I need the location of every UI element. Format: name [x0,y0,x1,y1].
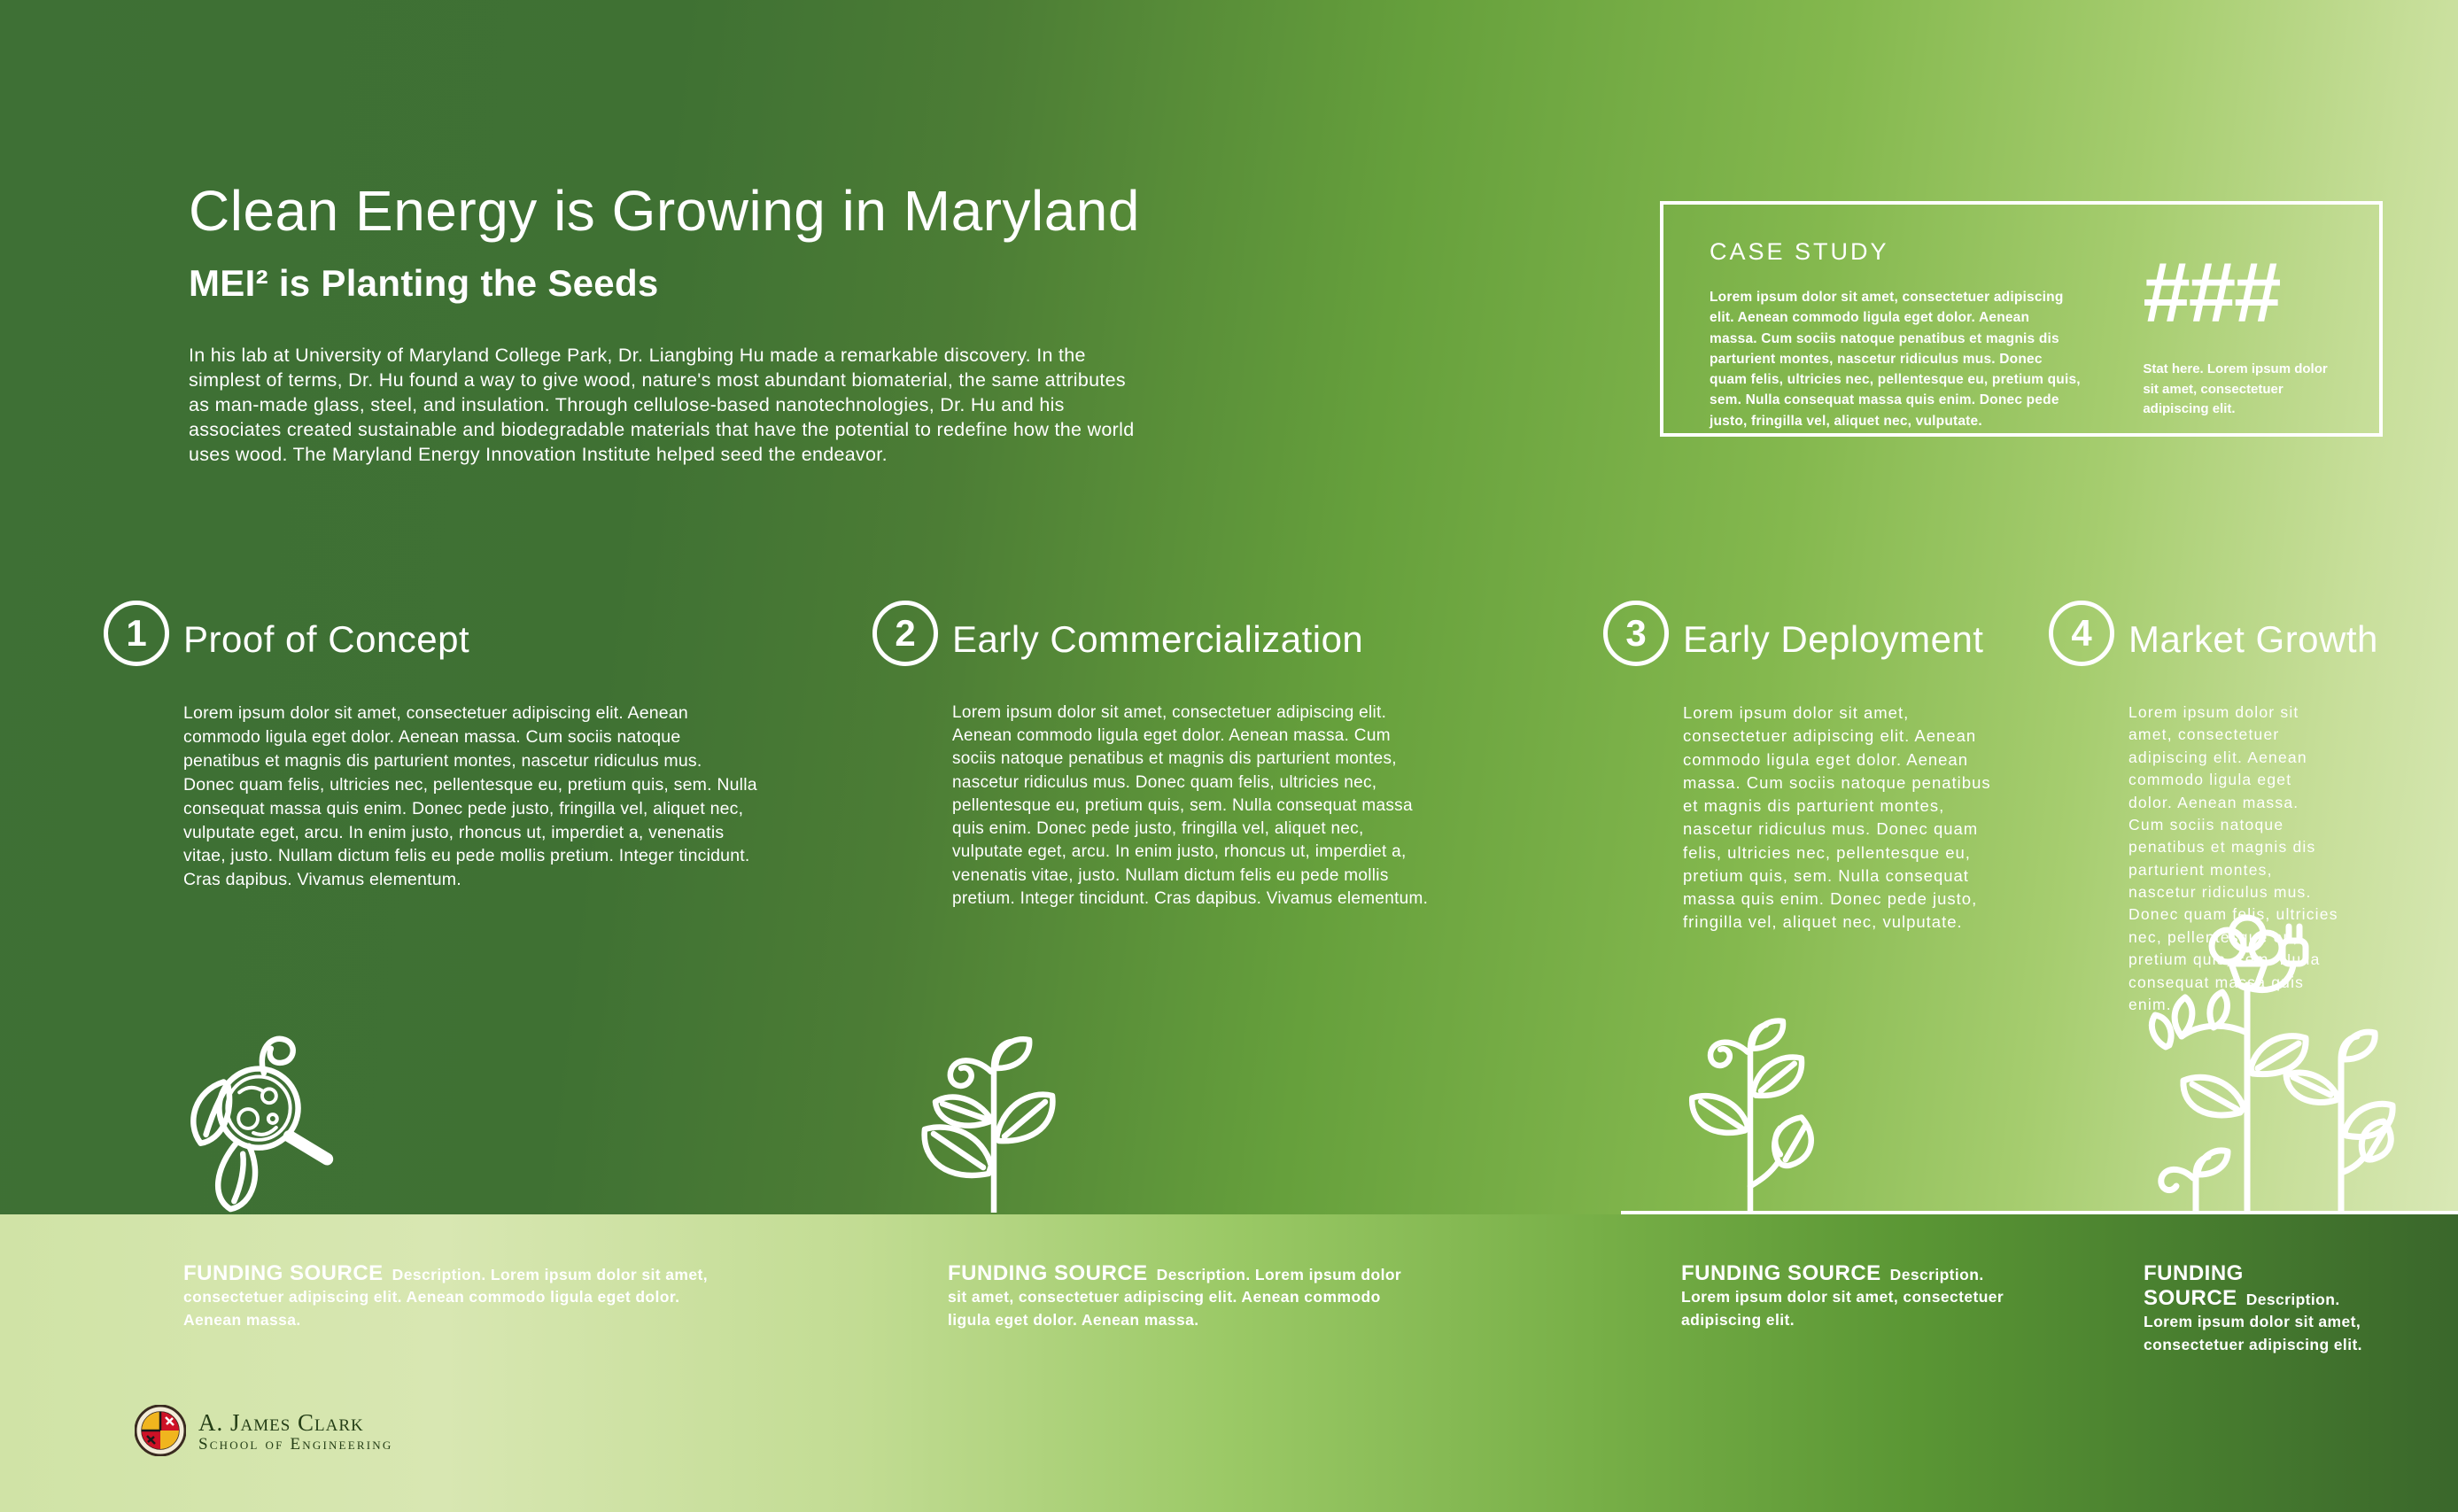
funding-label: FUNDING SOURCE [948,1261,1148,1285]
university-seal-icon [135,1405,186,1461]
ground-line [1621,1211,2458,1214]
funding-label: FUNDING SOURCE [2144,1261,2244,1310]
phase-body: Lorem ipsum dolor sit amet, consectetuer adipiscing elit. Aenean commodo ligula eget dolor. Aenean massa. Cum sociis natoque penatibus et magnis dis parturient montes, nascetur ridiculus mus. Donec quam felis, ultricies nec, pellentesque eu, pretium quis, sem. Nulla consequat massa quis enim. Donec pede justo, fringilla vel, aliquet nec, vulputate. [1683,703,1991,932]
phase-number-badge: 1 [104,601,169,666]
funding-strip [0,1214,2458,1512]
phase-body: Lorem ipsum dolor sit amet, consectetuer adipiscing elit. Aenean commodo ligula eget dolor. Aenean massa. Cum sociis natoque penatibus et magnis dis parturient montes, nascetur ridiculus mus. Donec quam felis, ultricies nec, pellentesque eu, pretium quis, sem. Nulla consequat massa quis enim. Donec pede justo, fringilla vel, aliquet nec, vulputate eget, arcu. In enim justo, rhoncus ut, imperdiet a, venenatis vitae, justo. Nullam dictum felis eu pede mollis pretium. Integer tincidunt. Cras dapibus. Vivamus elementum. [952,703,1429,908]
phase-number-badge: 3 [1603,601,1669,666]
school-name: A. James Clark [198,1408,364,1436]
stat-value: ### [2143,245,2280,340]
funding-description: Description. Lorem ipsum dolor sit amet, consectetuer adipiscing elit. Aenean commodo ligula eget dolor. Aenean massa. [948,1266,1402,1329]
phase-body: Lorem ipsum dolor sit amet, consectetuer adipiscing elit. Aenean commodo ligula eget dolor. Aenean massa. Cum sociis natoque penatibus et magnis dis parturient montes, nascetur ridiculus mus. Donec quam felis, ultricies nec, pellentesque eu, pretium quis, sem. Nulla consequat massa quis enim. [2128,703,2338,1013]
phase-proof-of-concept [126,601,757,892]
funding-description: Description. Lorem ipsum dolor sit amet, consectetuer adipiscing elit. [2144,1291,2362,1353]
school-logo [135,1405,392,1461]
intro-paragraph: In his lab at University of Maryland College Park, Dr. Liangbing Hu made a remarkable discovery. In the simplest of terms, Dr. Hu found a way to give wood, nature's most abundant biomaterial, the same attributes as man-made glass, steel, and insulation. Through cellulose-based nanotechnologies, Dr. Hu and his associates created sustainable and biodegradable materials that have the potential to redefine how the world uses wood. The Maryland Energy Innovation Institute helped seed the endeavor. [189,345,1135,465]
sprout-icon [905,1031,1056,1213]
phase-early-deployment [1625,601,2004,934]
case-study-text-column [1710,238,2081,429]
phase-title: Early Deployment [1683,618,1984,660]
funding-source-3 [1681,1261,2004,1331]
case-study-box [1660,201,2383,437]
page-title: Clean Energy is Growing in Maryland [189,179,1140,243]
case-study-body: Lorem ipsum dolor sit amet, consectetuer adipiscing elit. Aenean commodo ligula eget dolor. Aenean massa. Cum sociis natoque penatibus et magnis dis parturient montes, nascetur ridiculus mus. Donec quam felis, ultricies nec, pellentesque eu, pretium quis, sem. Nulla consequat massa quis enim. Donec pede justo, fringilla vel, aliquet nec, vulputate. [1710,290,2081,429]
phase-early-commercialization [895,601,1431,911]
funding-label: FUNDING SOURCE [1681,1261,1881,1285]
page-subtitle: MEI² is Planting the Seeds [189,262,659,305]
header [189,179,1154,468]
funding-source-1 [183,1261,715,1331]
funding-source-2 [948,1261,1422,1331]
funding-label: FUNDING SOURCE [183,1261,384,1285]
phase-body: Lorem ipsum dolor sit amet, consectetuer adipiscing elit. Aenean commodo ligula eget dolor. Aenean massa. Cum sociis natoque penatibus et magnis dis parturient montes, nascetur ridiculus mus. Donec quam felis, ultricies nec, pellentesque eu, pretium quis, sem. Nulla consequat massa quis enim. Donec pede justo, fringilla vel, aliquet nec, vulputate eget, arcu. In enim justo, rhoncus ut, imperdiet a, venenatis vitae, justo. Nullam dictum felis eu pede mollis pretium. Integer tincidunt. Cras dapibus. Vivamus elementum. [183,703,757,890]
garden-icon [2139,907,2396,1213]
funding-source-4 [2144,1261,2365,1356]
case-study-stat-column [2143,238,2333,417]
phase-number-badge: 4 [2049,601,2114,666]
phase-title: Market Growth [2128,618,2378,660]
phase-title: Proof of Concept [183,618,470,660]
stat-caption: Stat here. Lorem ipsum dolor sit amet, consectetuer adipiscing elit. [2143,361,2328,417]
phase-number-badge: 2 [872,601,938,666]
case-study-title: CASE STUDY [1710,238,1889,265]
school-logo-text [198,1410,392,1455]
plant-bud-icon [1681,1013,1823,1214]
school-subname: School of Engineering [198,1435,393,1454]
phase-title: Early Commercialization [952,618,1364,660]
funding-description: Description. Lorem ipsum dolor sit amet, consectetuer adipiscing elit. Aenean commodo ligula eget dolor. Aenean massa. [183,1266,709,1329]
magnifier-seed-icon [177,1029,341,1213]
funding-description: Description. Lorem ipsum dolor sit amet, consectetuer adipiscing elit. [1681,1266,2004,1329]
